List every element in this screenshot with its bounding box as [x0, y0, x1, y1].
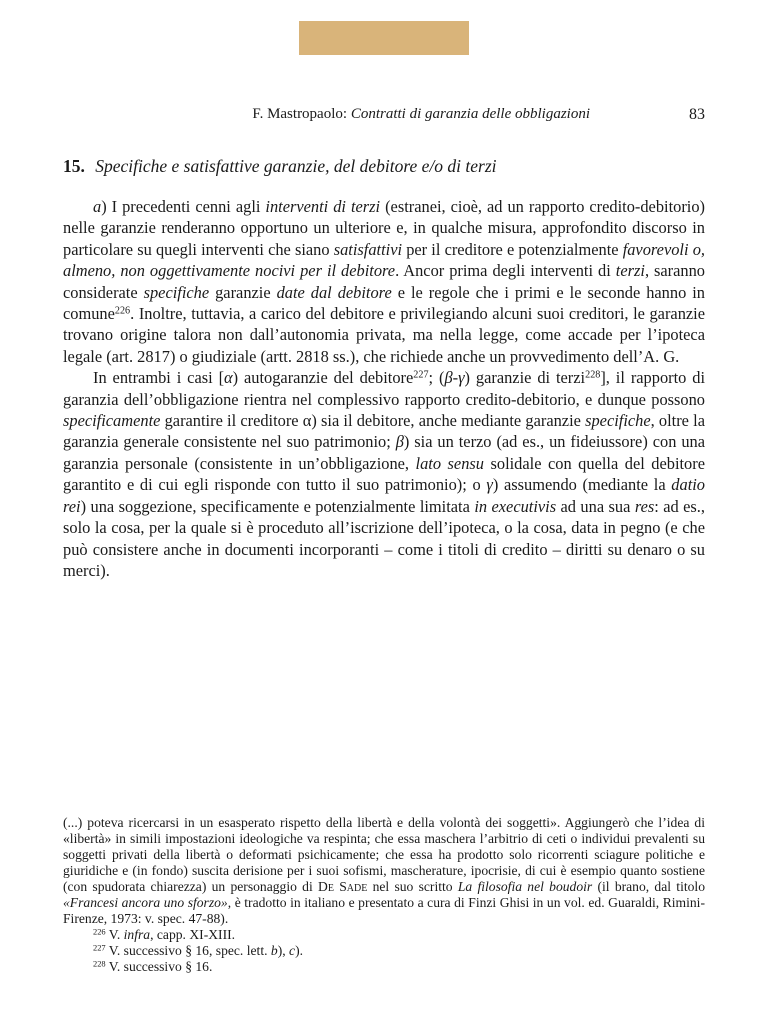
paragraph-2: In entrambi i casi [α) autogaranzie del debitore$^{227}$; (β-γ) garanzie di terzi$^{228}$], il rapporto di garanzia dell’obbligazione rientra nel complessivo rapporto credito-debitorio, e dunque possono specificamente garantire il creditore α) sia il debitore, anche mediante garanzie specifiche, oltre la garanzia generale consistente nel suo patrimonio; β) sia un terzo (ad es., un fideiussore) con una garanzia personale (consistente in un’obbligazione, lato sensu solidale con quella del debitore garantito e di cui egli risponde con tutto il suo patrimonio); o γ) assumendo (mediante la datio rei) una soggezione, specificamente e potenzialmente limitata in executivis ad una sua res: ad es., solo la cosa, per la quale si è proceduto all’iscrizione dell’ipoteca, o la cosa, data in pegno (e che può consistere anche in documenti incorporanti – come i titoli di credito – diritti su denaro o su merci).: [63, 368, 706, 580]
footnote-ref-228[interactable]: 228: [585, 369, 601, 381]
running-head-text: [252, 106, 590, 123]
paragraph-1: a) I precedenti cenni agli interventi di terzi (estranei, cioè, ad un rapporto credito-debitorio) nelle garanzie renderanno opportuno un ulteriore e, in qualche misura, approfondito discorso in particolare su quegli interventi che siano satisfattivi per il creditore e potenzialmente favorevoli o, almeno, non oggettivamente nocivi per il debitore. Ancor prima degli interventi di terzi, saranno considerate specifiche garanzie date dal debitore e le regole che i primi e le seconde hanno in comune$^{226}$. Inoltre, tuttavia, a carico del debitore e privilegiando alcuni suoi creditori, le garanzie trovano origine talora non dall’autonomia privata, ma nella legge, come accade per l’ipoteca legale (art. 2817) o giudiziale (artt. 2818 ss.), che richiede anche un provvedimento dell’A. G.: [63, 197, 706, 366]
footnote-ref-226[interactable]: 226: [114, 305, 131, 317]
footnote-ref-227[interactable]: 227: [413, 369, 429, 381]
page-number: 83: [689, 106, 705, 123]
section-heading: [63, 156, 497, 177]
footnotes: [63, 815, 705, 975]
section-number: 15.: [63, 156, 85, 176]
footnote-227: $^{227}$ V. successivo § 16, spec. lett. b), c).: [93, 942, 303, 958]
footnote-226: $^{226}$ V. infra, capp. XI-XIII.: [93, 926, 236, 942]
header-color-tab: [299, 21, 469, 55]
footnote-continuation: (...) poteva ricercarsi in un esasperato rispetto della libertà e della volontà dei soggetti». Aggiungerò che l’idea di «libertà» in simili impostazioni ideologiche va respinta; che essa maschera l’arbitrio di ceti o individui prevalenti su soggetti privati della libertà o deformati psichicamente; che essa ha prodotto solo ricorrenti sciagure politiche e giuridiche e (in fondo) suscita derisione per i suoi sofismi, mascherature, ipocrisie, di cui è esempio quanto sostiene (con spudorata chiarezza) un personaggio di De Sade nel suo scritto La filosofia nel boudoir (il brano, dal titolo «Francesi ancora uno sforzo», è tradotto in italiano e presentato a cura di Finzi Ghisi in un vol. ed. Guaraldi, Rimini-Firenze, 1973: v. spec. 47-88).: [63, 815, 705, 926]
body-text: [63, 196, 705, 581]
running-head-author: F. Mastropaolo:: [252, 106, 351, 122]
footnote-228: $^{228}$ V. successivo § 16.: [93, 958, 213, 974]
section-title: Specifiche e satisfattive garanzie, del debitore e/o di terzi: [95, 156, 497, 176]
running-head-book-title: Contratti di garanzia delle obbligazioni: [350, 106, 590, 122]
